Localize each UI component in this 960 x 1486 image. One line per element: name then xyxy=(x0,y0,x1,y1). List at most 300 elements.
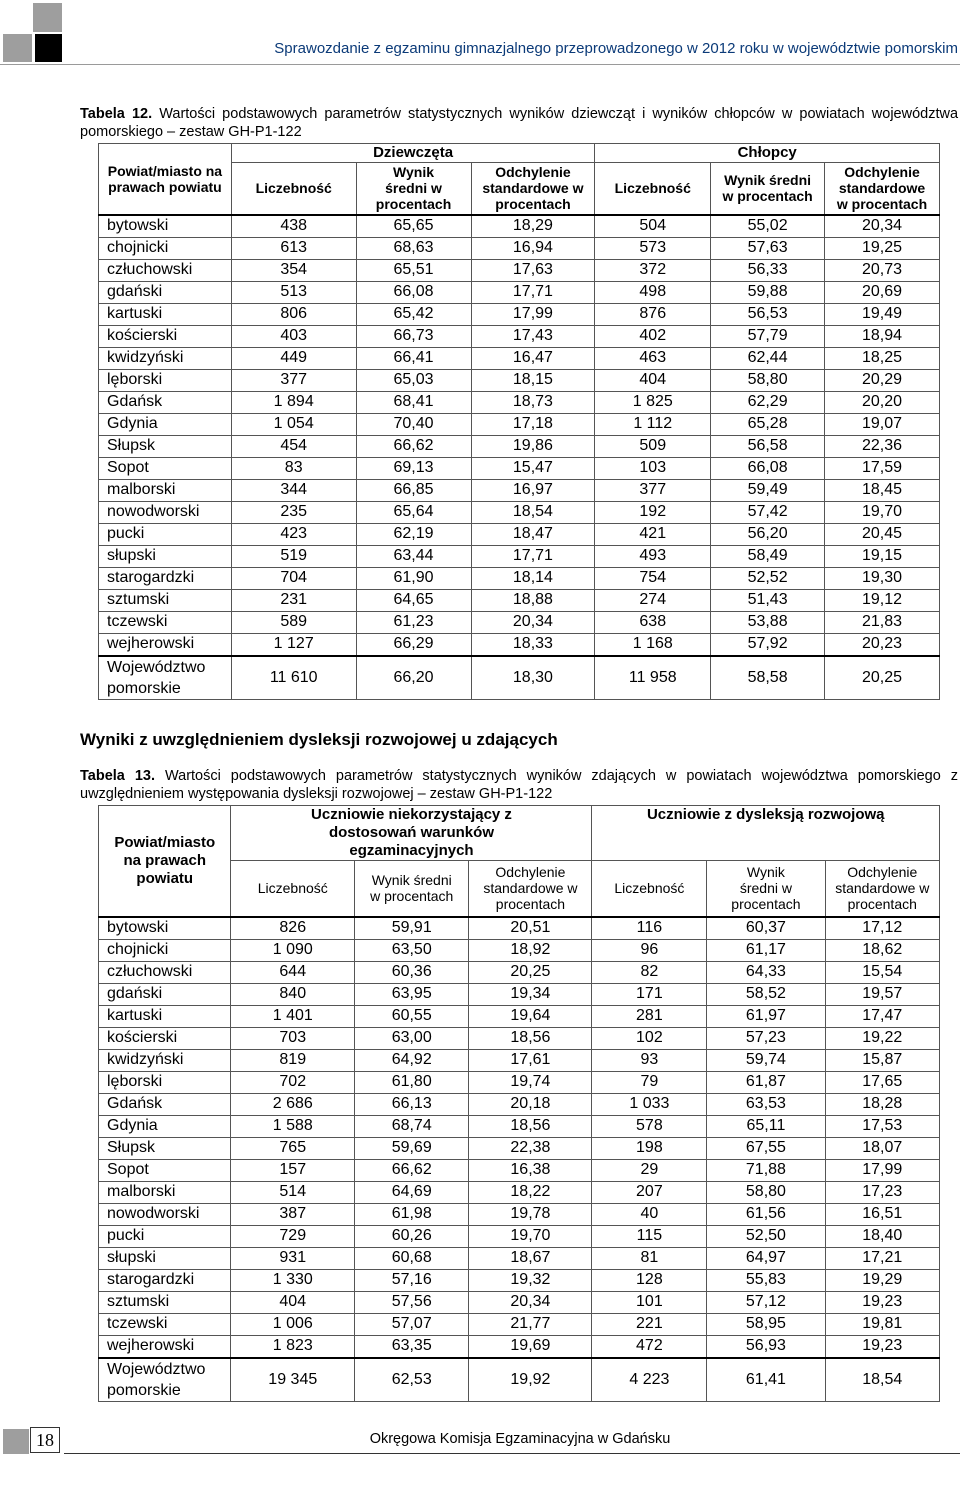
table13-caption-text: Wartości podstawowych parametrów statystycznych wyników zdających w powiatach województwa pomorskiego z uwzględnieniem występowania dysleksji rozwojowej – zestaw GH-P1-122 xyxy=(80,768,959,802)
value-cell: 29 xyxy=(592,1159,707,1181)
value-cell: 57,12 xyxy=(707,1291,825,1313)
value-cell: 17,61 xyxy=(469,1049,592,1071)
table-row xyxy=(99,1247,940,1269)
value-cell: 17,71 xyxy=(471,281,595,303)
region-name-cell: Gdańsk xyxy=(99,391,232,413)
table-row xyxy=(99,413,940,435)
table-row xyxy=(99,983,940,1005)
page-number: 18 xyxy=(30,1427,60,1453)
value-cell: 16,47 xyxy=(471,347,595,369)
table12-header-mean-boys: Wynik średni w procentach xyxy=(711,163,825,215)
table-row xyxy=(99,1071,940,1093)
region-name-cell: Słupsk xyxy=(99,435,232,457)
value-cell: 64,33 xyxy=(707,961,825,983)
value-cell: 472 xyxy=(592,1335,707,1358)
value-cell: 1 588 xyxy=(231,1115,355,1137)
table13-header-mean: Wynik średni w procentach xyxy=(355,861,469,917)
value-cell: 20,51 xyxy=(469,917,592,940)
value-cell: 18,92 xyxy=(469,939,592,961)
region-name-cell: starogardzki xyxy=(99,1269,231,1291)
region-name-cell: malborski xyxy=(99,479,232,501)
table-row xyxy=(99,347,940,369)
table-row xyxy=(99,1159,940,1181)
value-cell: 22,38 xyxy=(469,1137,592,1159)
value-cell: 17,65 xyxy=(825,1071,939,1093)
value-cell: 65,11 xyxy=(707,1115,825,1137)
value-cell: 20,29 xyxy=(825,369,940,391)
region-name-cell: Sopot xyxy=(99,457,232,479)
value-cell: 17,59 xyxy=(825,457,940,479)
table13-header-count-dys: Liczebność xyxy=(592,861,707,917)
value-cell: 64,97 xyxy=(707,1247,825,1269)
value-cell: 53,88 xyxy=(711,611,825,633)
table-row xyxy=(99,1225,940,1247)
value-cell: 65,42 xyxy=(356,303,471,325)
value-cell: 819 xyxy=(231,1049,355,1071)
value-cell: 57,63 xyxy=(711,237,825,259)
value-cell: 101 xyxy=(592,1291,707,1313)
region-name-cell: nowodworski xyxy=(99,501,232,523)
value-cell: 82 xyxy=(592,961,707,983)
value-cell: 69,13 xyxy=(356,457,471,479)
value-cell: 19,74 xyxy=(469,1071,592,1093)
total-value-cell: 4 223 xyxy=(592,1358,707,1402)
value-cell: 421 xyxy=(595,523,711,545)
table-row xyxy=(99,1137,940,1159)
table-row xyxy=(99,281,940,303)
region-name-cell: pucki xyxy=(99,1225,231,1247)
region-name-cell: wejherowski xyxy=(99,1335,231,1358)
value-cell: 18,94 xyxy=(825,325,940,347)
value-cell: 1 112 xyxy=(595,413,711,435)
total-value-cell: 20,25 xyxy=(825,656,940,700)
value-cell: 65,03 xyxy=(356,369,471,391)
value-cell: 18,62 xyxy=(825,939,939,961)
value-cell: 344 xyxy=(231,479,356,501)
table13-header-group-no-adjust: Uczniowie niekorzystający z dostosowań warunków egzaminacyjnych xyxy=(231,806,592,861)
value-cell: 59,91 xyxy=(355,917,469,940)
table-row xyxy=(99,1093,940,1115)
table-row xyxy=(99,501,940,523)
value-cell: 61,17 xyxy=(707,939,825,961)
table12-header-sd: Odchylenie standardowe w procentach xyxy=(471,163,595,215)
value-cell: 61,23 xyxy=(356,611,471,633)
table-row xyxy=(99,545,940,567)
value-cell: 21,83 xyxy=(825,611,940,633)
value-cell: 18,07 xyxy=(825,1137,939,1159)
region-name-cell: sztumski xyxy=(99,589,232,611)
section-heading-dyslexia: Wyniki z uwzględnieniem dysleksji rozwojowej u zdających xyxy=(80,730,558,749)
value-cell: 2 686 xyxy=(231,1093,355,1115)
value-cell: 58,80 xyxy=(707,1181,825,1203)
table12-caption xyxy=(80,105,958,141)
total-value-cell: 58,58 xyxy=(711,656,825,700)
total-value-cell: 19 345 xyxy=(231,1358,355,1402)
value-cell: 19,32 xyxy=(469,1269,592,1291)
total-value-cell: 66,20 xyxy=(356,656,471,700)
region-name-cell: Gdańsk xyxy=(99,1093,231,1115)
value-cell: 18,28 xyxy=(825,1093,939,1115)
region-name-cell: kartuski xyxy=(99,303,232,325)
value-cell: 19,81 xyxy=(825,1313,939,1335)
value-cell: 17,53 xyxy=(825,1115,939,1137)
value-cell: 61,56 xyxy=(707,1203,825,1225)
value-cell: 18,22 xyxy=(469,1181,592,1203)
value-cell: 65,64 xyxy=(356,501,471,523)
value-cell: 57,79 xyxy=(711,325,825,347)
value-cell: 79 xyxy=(592,1071,707,1093)
value-cell: 59,74 xyxy=(707,1049,825,1071)
value-cell: 21,77 xyxy=(469,1313,592,1335)
value-cell: 62,19 xyxy=(356,523,471,545)
value-cell: 18,45 xyxy=(825,479,940,501)
value-cell: 1 823 xyxy=(231,1335,355,1358)
value-cell: 578 xyxy=(592,1115,707,1137)
value-cell: 60,36 xyxy=(355,961,469,983)
table12-header-count-boys: Liczebność xyxy=(595,163,711,215)
value-cell: 40 xyxy=(592,1203,707,1225)
value-cell: 438 xyxy=(231,215,356,238)
table13-header-mean-dys: Wynik średni w procentach xyxy=(707,861,825,917)
value-cell: 514 xyxy=(231,1181,355,1203)
value-cell: 57,56 xyxy=(355,1291,469,1313)
region-name-cell: lęborski xyxy=(99,369,232,391)
value-cell: 19,22 xyxy=(825,1027,939,1049)
table13-header-sd-dys: Odchylenie standardowe w procentach xyxy=(825,861,939,917)
value-cell: 66,29 xyxy=(356,633,471,656)
value-cell: 644 xyxy=(231,961,355,983)
table-row xyxy=(99,1049,940,1071)
value-cell: 15,54 xyxy=(825,961,939,983)
table12-header-count: Liczebność xyxy=(231,163,356,215)
value-cell: 18,15 xyxy=(471,369,595,391)
value-cell: 377 xyxy=(231,369,356,391)
value-cell: 66,85 xyxy=(356,479,471,501)
table13-header-region: Powiat/miasto na prawach powiatu xyxy=(99,806,231,917)
region-name-cell: starogardzki xyxy=(99,567,232,589)
value-cell: 765 xyxy=(231,1137,355,1159)
value-cell: 20,69 xyxy=(825,281,940,303)
value-cell: 61,90 xyxy=(356,567,471,589)
value-cell: 71,88 xyxy=(707,1159,825,1181)
footer-text: Okręgowa Komisja Egzaminacyjna w Gdańsku xyxy=(369,1431,671,1447)
region-name-cell: Sopot xyxy=(99,1159,231,1181)
value-cell: 57,23 xyxy=(707,1027,825,1049)
value-cell: 221 xyxy=(592,1313,707,1335)
table-row xyxy=(99,1181,940,1203)
value-cell: 1 825 xyxy=(595,391,711,413)
value-cell: 17,43 xyxy=(471,325,595,347)
table-row xyxy=(99,1335,940,1358)
value-cell: 573 xyxy=(595,237,711,259)
region-name-cell: gdański xyxy=(99,281,232,303)
region-name-cell: chojnicki xyxy=(99,939,231,961)
region-name-cell: słupski xyxy=(99,545,232,567)
value-cell: 63,53 xyxy=(707,1093,825,1115)
value-cell: 63,35 xyxy=(355,1335,469,1358)
value-cell: 19,07 xyxy=(825,413,940,435)
header-divider xyxy=(0,64,960,65)
value-cell: 703 xyxy=(231,1027,355,1049)
value-cell: 454 xyxy=(231,435,356,457)
table13 xyxy=(98,805,940,1402)
value-cell: 68,63 xyxy=(356,237,471,259)
total-value-cell: 18,30 xyxy=(471,656,595,700)
table13-caption xyxy=(80,767,958,803)
value-cell: 83 xyxy=(231,457,356,479)
total-value-cell: 11 958 xyxy=(595,656,711,700)
region-name-cell: Słupsk xyxy=(99,1137,231,1159)
value-cell: 61,80 xyxy=(355,1071,469,1093)
value-cell: 589 xyxy=(231,611,356,633)
value-cell: 20,18 xyxy=(469,1093,592,1115)
value-cell: 17,23 xyxy=(825,1181,939,1203)
region-name-cell: kwidzyński xyxy=(99,347,232,369)
value-cell: 18,88 xyxy=(471,589,595,611)
value-cell: 20,73 xyxy=(825,259,940,281)
table-row xyxy=(99,611,940,633)
value-cell: 17,99 xyxy=(825,1159,939,1181)
value-cell: 157 xyxy=(231,1159,355,1181)
table13-caption-label: Tabela 13. xyxy=(80,768,155,784)
value-cell: 404 xyxy=(595,369,711,391)
table-row xyxy=(99,259,940,281)
value-cell: 15,87 xyxy=(825,1049,939,1071)
value-cell: 192 xyxy=(595,501,711,523)
value-cell: 19,70 xyxy=(825,501,940,523)
region-name-cell: tczewski xyxy=(99,1313,231,1335)
region-name-cell: kościerski xyxy=(99,325,232,347)
value-cell: 20,45 xyxy=(825,523,940,545)
table12-header-sd-boys: Odchylenie standardowe w procentach xyxy=(825,163,940,215)
table12-header-boys: Chłopcy xyxy=(595,144,940,163)
table-row xyxy=(99,391,940,413)
value-cell: 806 xyxy=(231,303,356,325)
value-cell: 18,73 xyxy=(471,391,595,413)
value-cell: 19,86 xyxy=(471,435,595,457)
region-name-cell: chojnicki xyxy=(99,237,232,259)
region-name-cell: lęborski xyxy=(99,1071,231,1093)
value-cell: 116 xyxy=(592,917,707,940)
value-cell: 65,51 xyxy=(356,259,471,281)
table12-header-girls: Dziewczęta xyxy=(231,144,595,163)
value-cell: 463 xyxy=(595,347,711,369)
value-cell: 1 006 xyxy=(231,1313,355,1335)
value-cell: 57,42 xyxy=(711,501,825,523)
value-cell: 57,92 xyxy=(711,633,825,656)
total-value-cell: 62,53 xyxy=(355,1358,469,1402)
value-cell: 81 xyxy=(592,1247,707,1269)
value-cell: 18,47 xyxy=(471,523,595,545)
value-cell: 55,83 xyxy=(707,1269,825,1291)
table-row xyxy=(99,567,940,589)
value-cell: 17,63 xyxy=(471,259,595,281)
value-cell: 115 xyxy=(592,1225,707,1247)
value-cell: 281 xyxy=(592,1005,707,1027)
table13-header-count: Liczebność xyxy=(231,861,355,917)
value-cell: 64,65 xyxy=(356,589,471,611)
table12-header-mean: Wynik średni w procentach xyxy=(356,163,471,215)
region-name-cell: wejherowski xyxy=(99,633,232,656)
value-cell: 17,12 xyxy=(825,917,939,940)
value-cell: 66,41 xyxy=(356,347,471,369)
value-cell: 56,93 xyxy=(707,1335,825,1358)
value-cell: 18,29 xyxy=(471,215,595,238)
value-cell: 18,40 xyxy=(825,1225,939,1247)
value-cell: 504 xyxy=(595,215,711,238)
value-cell: 22,36 xyxy=(825,435,940,457)
value-cell: 372 xyxy=(595,259,711,281)
value-cell: 20,34 xyxy=(825,215,940,238)
value-cell: 876 xyxy=(595,303,711,325)
value-cell: 20,23 xyxy=(825,633,940,656)
value-cell: 19,15 xyxy=(825,545,940,567)
total-value-cell: 11 610 xyxy=(231,656,356,700)
value-cell: 1 894 xyxy=(231,391,356,413)
value-cell: 96 xyxy=(592,939,707,961)
value-cell: 20,34 xyxy=(471,611,595,633)
value-cell: 729 xyxy=(231,1225,355,1247)
table-row xyxy=(99,939,940,961)
value-cell: 66,73 xyxy=(356,325,471,347)
table-row xyxy=(99,325,940,347)
value-cell: 19,78 xyxy=(469,1203,592,1225)
value-cell: 19,69 xyxy=(469,1335,592,1358)
value-cell: 840 xyxy=(231,983,355,1005)
value-cell: 58,52 xyxy=(707,983,825,1005)
value-cell: 128 xyxy=(592,1269,707,1291)
value-cell: 60,55 xyxy=(355,1005,469,1027)
value-cell: 638 xyxy=(595,611,711,633)
table-row xyxy=(99,1313,940,1335)
value-cell: 51,43 xyxy=(711,589,825,611)
value-cell: 64,69 xyxy=(355,1181,469,1203)
value-cell: 404 xyxy=(231,1291,355,1313)
value-cell: 19,70 xyxy=(469,1225,592,1247)
value-cell: 613 xyxy=(231,237,356,259)
value-cell: 65,65 xyxy=(356,215,471,238)
value-cell: 62,44 xyxy=(711,347,825,369)
total-row xyxy=(99,656,940,700)
region-name-cell: gdański xyxy=(99,983,231,1005)
table-row xyxy=(99,303,940,325)
value-cell: 20,20 xyxy=(825,391,940,413)
value-cell: 235 xyxy=(231,501,356,523)
table-row xyxy=(99,215,940,238)
value-cell: 198 xyxy=(592,1137,707,1159)
table12 xyxy=(98,143,940,700)
value-cell: 64,92 xyxy=(355,1049,469,1071)
table-row xyxy=(99,1291,940,1313)
value-cell: 103 xyxy=(595,457,711,479)
value-cell: 63,95 xyxy=(355,983,469,1005)
value-cell: 58,49 xyxy=(711,545,825,567)
value-cell: 754 xyxy=(595,567,711,589)
value-cell: 63,50 xyxy=(355,939,469,961)
value-cell: 1 054 xyxy=(231,413,356,435)
value-cell: 56,20 xyxy=(711,523,825,545)
value-cell: 19,25 xyxy=(825,237,940,259)
value-cell: 19,34 xyxy=(469,983,592,1005)
table-row xyxy=(99,1115,940,1137)
value-cell: 102 xyxy=(592,1027,707,1049)
value-cell: 509 xyxy=(595,435,711,457)
region-name-cell: nowodworski xyxy=(99,1203,231,1225)
value-cell: 61,98 xyxy=(355,1203,469,1225)
value-cell: 66,62 xyxy=(355,1159,469,1181)
total-value-cell: 19,92 xyxy=(469,1358,592,1402)
region-name-cell: Gdynia xyxy=(99,413,232,435)
value-cell: 1 168 xyxy=(595,633,711,656)
region-name-cell: sztumski xyxy=(99,1291,231,1313)
value-cell: 60,37 xyxy=(707,917,825,940)
value-cell: 513 xyxy=(231,281,356,303)
page-header-title: Sprawozdanie z egzaminu gimnazjalnego przeprowadzonego w 2012 roku w województwie pomorskim xyxy=(274,40,958,57)
value-cell: 61,87 xyxy=(707,1071,825,1093)
value-cell: 59,49 xyxy=(711,479,825,501)
value-cell: 68,41 xyxy=(356,391,471,413)
value-cell: 17,47 xyxy=(825,1005,939,1027)
table-row xyxy=(99,589,940,611)
value-cell: 18,56 xyxy=(469,1027,592,1049)
value-cell: 403 xyxy=(231,325,356,347)
value-cell: 57,07 xyxy=(355,1313,469,1335)
value-cell: 61,97 xyxy=(707,1005,825,1027)
value-cell: 56,53 xyxy=(711,303,825,325)
value-cell: 67,55 xyxy=(707,1137,825,1159)
value-cell: 55,02 xyxy=(711,215,825,238)
value-cell: 60,68 xyxy=(355,1247,469,1269)
value-cell: 18,54 xyxy=(471,501,595,523)
total-value-cell: 61,41 xyxy=(707,1358,825,1402)
region-name-cell: kwidzyński xyxy=(99,1049,231,1071)
value-cell: 70,40 xyxy=(356,413,471,435)
value-cell: 66,62 xyxy=(356,435,471,457)
region-name-cell: bytowski xyxy=(99,215,232,238)
table-row xyxy=(99,479,940,501)
value-cell: 58,80 xyxy=(711,369,825,391)
table12-caption-text: Wartości podstawowych parametrów statystycznych wyników dziewcząt i wyników chłopców w powiatach województwa pomorskiego – zestaw GH-P1-122 xyxy=(80,106,959,140)
value-cell: 1 127 xyxy=(231,633,356,656)
value-cell: 52,52 xyxy=(711,567,825,589)
value-cell: 387 xyxy=(231,1203,355,1225)
region-name-cell: kartuski xyxy=(99,1005,231,1027)
value-cell: 56,33 xyxy=(711,259,825,281)
value-cell: 19,23 xyxy=(825,1335,939,1358)
total-region-cell: Województwo pomorskie xyxy=(99,1358,231,1402)
value-cell: 704 xyxy=(231,567,356,589)
value-cell: 59,88 xyxy=(711,281,825,303)
total-value-cell: 18,54 xyxy=(825,1358,939,1402)
table13-header-group-dyslexia: Uczniowie z dysleksją rozwojową xyxy=(592,806,940,861)
value-cell: 931 xyxy=(231,1247,355,1269)
value-cell: 19,49 xyxy=(825,303,940,325)
value-cell: 17,18 xyxy=(471,413,595,435)
table12-caption-label: Tabela 12. xyxy=(80,106,153,122)
value-cell: 19,23 xyxy=(825,1291,939,1313)
value-cell: 66,13 xyxy=(355,1093,469,1115)
table-row xyxy=(99,1027,940,1049)
value-cell: 18,67 xyxy=(469,1247,592,1269)
region-name-cell: kościerski xyxy=(99,1027,231,1049)
table-row xyxy=(99,1269,940,1291)
value-cell: 449 xyxy=(231,347,356,369)
value-cell: 57,16 xyxy=(355,1269,469,1291)
value-cell: 17,21 xyxy=(825,1247,939,1269)
value-cell: 16,51 xyxy=(825,1203,939,1225)
region-name-cell: człuchowski xyxy=(99,259,232,281)
value-cell: 519 xyxy=(231,545,356,567)
